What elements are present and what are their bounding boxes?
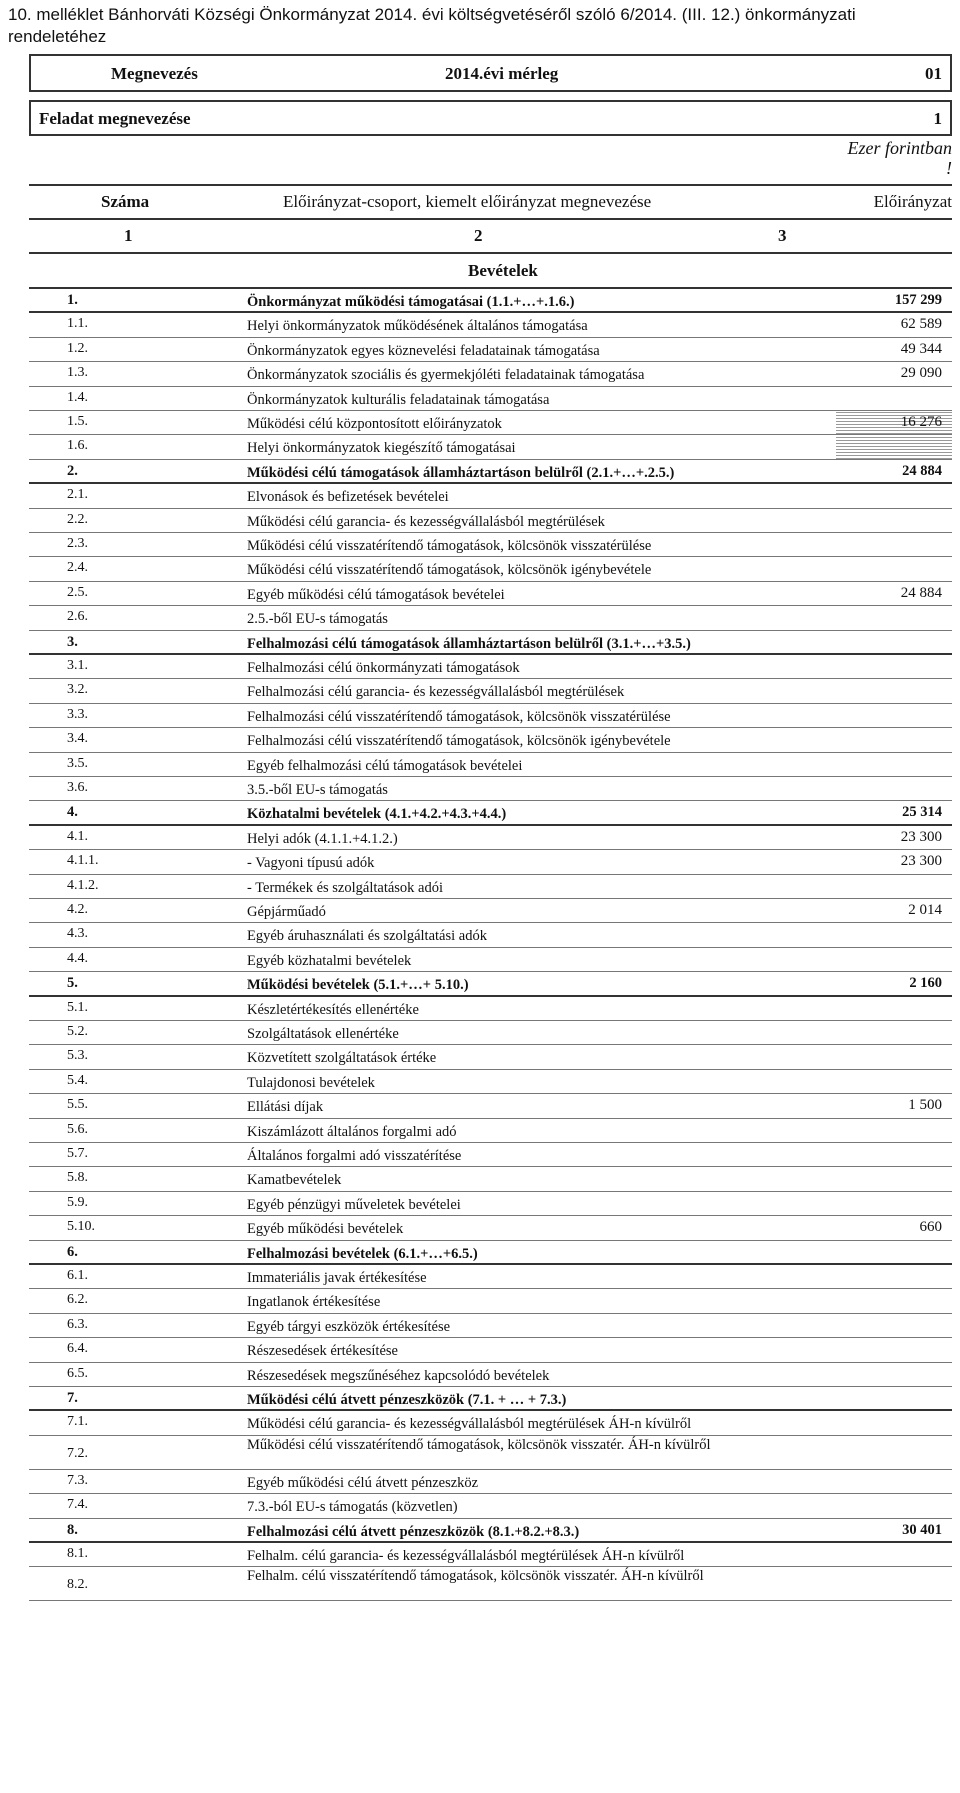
- row-number: 4.4.: [67, 950, 88, 966]
- row-number: 5.7.: [67, 1146, 88, 1161]
- row-name: Működési célú visszatérítendő támogatások, kölcsönök visszatér. ÁH-n kívülről: [247, 1436, 711, 1453]
- row-number: 4.1.: [67, 828, 88, 844]
- table-row: [29, 826, 952, 850]
- table-row: [29, 533, 952, 557]
- feladat-label: Feladat megnevezése: [39, 109, 191, 128]
- section-title: Bevételek: [468, 261, 538, 280]
- header-divider: [29, 218, 952, 220]
- row-number: 7.1.: [67, 1414, 88, 1430]
- row-number: 6.: [67, 1243, 78, 1260]
- table-row-group: [29, 460, 952, 484]
- table-row: [29, 777, 952, 801]
- table-row: [29, 362, 952, 386]
- table-row-group: [29, 1387, 952, 1411]
- row-name: Helyi önkormányzatok működésének általános támogatása: [247, 318, 588, 335]
- row-number: 1.6.: [67, 438, 88, 454]
- row-name: Gépjárműadó: [247, 904, 326, 920]
- row-value: 660: [919, 1219, 942, 1236]
- row-number: 5.5.: [67, 1097, 88, 1113]
- table-row: [29, 1192, 952, 1216]
- row-number: 3.4.: [67, 731, 88, 747]
- row-number: 2.: [67, 462, 78, 479]
- row-name: Helyi önkormányzatok kiegészítő támogatásai: [247, 440, 516, 457]
- row-name: Működési célú visszatérítendő támogatások, kölcsönök visszatérülése: [247, 538, 652, 554]
- row-name: Egyéb működési célú átvett pénzeszköz: [247, 1474, 479, 1491]
- row-name: Felhalmozási célú önkormányzati támogatások: [247, 660, 520, 676]
- feladat-code: 1: [933, 109, 942, 128]
- column-number-3: 3: [778, 226, 787, 245]
- table-row: [29, 1411, 952, 1435]
- hatched-cell: [836, 435, 952, 458]
- row-number: 6.4.: [67, 1341, 88, 1357]
- row-number: 5.6.: [67, 1121, 88, 1137]
- table-row: [29, 655, 952, 679]
- row-value: 62 589: [900, 316, 942, 333]
- row-name: Működési célú támogatások államháztartáson belülről (2.1.+…+.2.5.): [247, 464, 675, 481]
- row-name: Elvonások és befizetések bevételei: [247, 489, 449, 506]
- row-number: 8.: [67, 1521, 78, 1538]
- table-row: [29, 484, 952, 508]
- table-row: [29, 1494, 952, 1518]
- page-title: 10. melléklet Bánhorváti Községi Önkormányzat 2014. évi költségvetéséről szóló 6/2014. (III. 12.) önkormányzati rendeletéhez: [8, 5, 856, 46]
- row-number: 2.6.: [67, 609, 88, 625]
- row-name: Felhalmozási célú támogatások államháztartáson belülről (3.1.+…+3.5.): [247, 635, 691, 652]
- table-row: [29, 338, 952, 362]
- row-value: 30 401: [902, 1521, 942, 1538]
- merleg-label: 2014.évi mérleg: [445, 64, 559, 83]
- row-name: Felhalmozási célú visszatérítendő támogatások, kölcsönök igénybevétele: [247, 733, 671, 750]
- row-name: Önkormányzatok kulturális feladatainak támogatása: [247, 391, 550, 408]
- row-name: Felhalm. célú visszatérítendő támogatások, kölcsönök visszatér. ÁH-n kívülről: [247, 1568, 704, 1585]
- row-number: 2.3.: [67, 536, 88, 551]
- row-number: 5.2.: [67, 1024, 88, 1039]
- row-name: Működési célú központosított előirányzatok: [247, 416, 502, 432]
- row-number: 8.1.: [67, 1546, 88, 1561]
- table-row: [29, 1167, 952, 1191]
- row-name: Közvetített szolgáltatások értéke: [247, 1050, 437, 1067]
- row-number: 1.1.: [67, 316, 88, 332]
- table-row: [29, 753, 952, 777]
- unit-mark: !: [946, 158, 952, 178]
- table-row: [29, 387, 952, 411]
- table-row: [29, 509, 952, 533]
- table-row: [29, 1543, 952, 1567]
- column-number-1: 1: [124, 226, 133, 245]
- row-name: Egyéb tárgyi eszközök értékesítése: [247, 1318, 451, 1335]
- row-name: Kiszámlázott általános forgalmi adó: [247, 1123, 457, 1140]
- row-name: Működési bevételek (5.1.+…+ 5.10.): [247, 977, 469, 994]
- megnevezes-label: Megnevezés: [111, 64, 198, 83]
- table-row: [29, 313, 952, 337]
- row-value: 16 276: [900, 414, 942, 430]
- merleg-code: 01: [925, 64, 942, 83]
- row-number: 1.2.: [67, 340, 88, 356]
- table-row: [29, 1045, 952, 1069]
- row-name: Önkormányzatok szociális és gyermekjóléti feladatainak támogatása: [247, 367, 645, 384]
- row-number: 8.2.: [67, 1577, 88, 1593]
- table-row: [29, 1216, 952, 1240]
- row-number: 1.5.: [67, 414, 88, 429]
- table-row: [29, 1119, 952, 1143]
- row-value: 24 884: [900, 584, 942, 601]
- row-number: 4.1.2.: [67, 877, 99, 893]
- header-megnevezes-row: [29, 54, 952, 92]
- row-number: 5.9.: [67, 1194, 88, 1210]
- table-row: [29, 582, 952, 606]
- row-number: 3.2.: [67, 682, 88, 698]
- row-number: 5.10.: [67, 1219, 95, 1235]
- row-number: 3.1.: [67, 658, 88, 673]
- row-name: Egyéb áruhasználati és szolgáltatási adók: [247, 928, 487, 945]
- table-row: [29, 411, 952, 435]
- row-number: 4.3.: [67, 926, 88, 942]
- table-row: [29, 728, 952, 752]
- column-header-szama: Száma: [101, 192, 150, 211]
- table-row-group: [29, 1241, 952, 1265]
- table-row: [29, 1143, 952, 1167]
- row-name: Felhalmozási célú visszatérítendő támogatások, kölcsönök visszatérülése: [247, 708, 671, 725]
- row-number: 5.4.: [67, 1072, 88, 1088]
- table-row: [29, 435, 952, 459]
- table-row: [29, 1567, 952, 1601]
- row-value: 29 090: [900, 365, 942, 382]
- row-name: Készletértékesítés ellenértéke: [247, 1001, 419, 1018]
- row-name: Szolgáltatások ellenértéke: [247, 1026, 399, 1042]
- row-name: Működési célú garancia- és kezességvállalásból megtérülések ÁH-n kívülről: [247, 1416, 692, 1433]
- row-number: 5.1.: [67, 999, 88, 1015]
- table-row: [29, 1470, 952, 1494]
- table-row-group: [29, 1519, 952, 1543]
- row-name: Ellátási díjak: [247, 1099, 324, 1116]
- table-row: [29, 606, 952, 630]
- row-name: Önkormányzatok egyes köznevelési feladatainak támogatása: [247, 342, 600, 359]
- table-row: [29, 1289, 952, 1313]
- row-name: Önkormányzat működési támogatásai (1.1.+…+.1.6.): [247, 294, 575, 310]
- table-row-group: [29, 631, 952, 655]
- table-row: [29, 1070, 952, 1094]
- row-value: 2 014: [908, 902, 942, 918]
- number-divider: [29, 252, 952, 254]
- table-row: [29, 1021, 952, 1045]
- table-row: [29, 850, 952, 874]
- row-name: Helyi adók (4.1.1.+4.1.2.): [247, 830, 398, 847]
- row-number: 6.1.: [67, 1268, 88, 1283]
- row-value: 23 300: [900, 828, 942, 845]
- table-row: [29, 875, 952, 899]
- table-row: [29, 948, 952, 972]
- row-name: Felhalmozási célú átvett pénzeszközök (8.1.+8.2.+8.3.): [247, 1523, 580, 1540]
- table-row: [29, 1436, 952, 1470]
- table-row-group: [29, 289, 952, 313]
- table-row: [29, 1338, 952, 1362]
- row-number: 7.: [67, 1390, 78, 1406]
- row-name: Egyéb működési célú támogatások bevételei: [247, 586, 505, 603]
- table-row: [29, 1363, 952, 1387]
- row-number: 3.5.: [67, 755, 88, 771]
- table-row: [29, 704, 952, 728]
- row-number: 5.3.: [67, 1048, 88, 1064]
- table-row-group: [29, 972, 952, 996]
- row-name: Részesedések megszűnéséhez kapcsolódó bevételek: [247, 1367, 550, 1384]
- table-row: [29, 923, 952, 947]
- row-number: 6.2.: [67, 1292, 88, 1308]
- column-header-name: Előirányzat-csoport, kiemelt előirányzat megnevezése: [283, 192, 652, 211]
- row-number: 5.8.: [67, 1170, 88, 1186]
- table-top-border: [29, 184, 952, 186]
- row-number: 3.: [67, 633, 78, 650]
- row-number: 2.4.: [67, 560, 88, 576]
- row-name: Egyéb felhalmozási célú támogatások bevételei: [247, 757, 523, 774]
- row-value: 23 300: [900, 853, 942, 870]
- row-number: 1.3.: [67, 365, 88, 381]
- row-name: Egyéb működési bevételek: [247, 1221, 404, 1238]
- row-number: 5.: [67, 975, 78, 992]
- row-number: 1.4.: [67, 389, 88, 405]
- row-name: - Vagyoni típusú adók: [247, 855, 375, 872]
- row-number: 3.3.: [67, 706, 88, 722]
- row-value: 1 500: [908, 1097, 942, 1114]
- row-name: Felhalm. célú garancia- és kezességvállalásból megtérülések ÁH-n kívülről: [247, 1548, 685, 1564]
- row-number: 6.5.: [67, 1365, 88, 1381]
- column-number-2: 2: [474, 226, 483, 245]
- row-name: 2.5.-ből EU-s támogatás: [247, 611, 388, 628]
- row-number: 2.5.: [67, 584, 88, 600]
- row-value: 157 299: [894, 292, 942, 308]
- row-number: 1.: [67, 292, 78, 308]
- row-name: Kamatbevételek: [247, 1172, 342, 1189]
- row-name: Részesedések értékesítése: [247, 1343, 398, 1360]
- table-row: [29, 1265, 952, 1289]
- row-number: 4.2.: [67, 902, 88, 917]
- table-row-group: [29, 801, 952, 825]
- row-name: Működési célú visszatérítendő támogatások, kölcsönök igénybevétele: [247, 562, 652, 579]
- row-name: Immateriális javak értékesítése: [247, 1270, 427, 1286]
- column-header-eloiranyzat: Előirányzat: [873, 192, 952, 211]
- row-name: Egyéb közhatalmi bevételek: [247, 952, 412, 969]
- row-number: 2.2.: [67, 511, 88, 527]
- row-value: 24 884: [902, 462, 942, 479]
- header-feladat-row: [29, 100, 952, 136]
- unit-label: Ezer forintban: [847, 138, 952, 158]
- row-name: Működési célú átvett pénzeszközök (7.1. + … + 7.3.): [247, 1392, 567, 1408]
- row-name: Ingatlanok értékesítése: [247, 1294, 381, 1311]
- row-name: 7.3.-ból EU-s támogatás (közvetlen): [247, 1499, 458, 1516]
- row-number: 7.4.: [67, 1497, 88, 1513]
- row-name: Általános forgalmi adó visszatérítése: [247, 1148, 462, 1164]
- table-row: [29, 557, 952, 581]
- row-number: 7.3.: [67, 1472, 88, 1488]
- row-value: 2 160: [909, 975, 942, 992]
- table-row: [29, 1094, 952, 1118]
- row-number: 4.: [67, 804, 78, 821]
- table-row: [29, 997, 952, 1021]
- row-name: 3.5.-ből EU-s támogatás: [247, 782, 388, 798]
- row-value: 49 344: [900, 340, 942, 357]
- row-value: 25 314: [902, 804, 942, 821]
- row-name: Felhalmozási bevételek (6.1.+…+6.5.): [247, 1245, 478, 1262]
- table-row: [29, 1314, 952, 1338]
- row-name: Egyéb pénzügyi műveletek bevételei: [247, 1196, 461, 1213]
- row-number: 2.1.: [67, 487, 88, 503]
- row-number: 6.3.: [67, 1316, 88, 1332]
- row-number: 4.1.1.: [67, 853, 99, 869]
- row-name: Felhalmozási célú garancia- és kezességvállalásból megtérülések: [247, 684, 625, 701]
- row-name: Közhatalmi bevételek (4.1.+4.2.+4.3.+4.4.): [247, 806, 507, 823]
- table-row: [29, 679, 952, 703]
- row-number: 7.2.: [67, 1445, 88, 1461]
- row-number: 3.6.: [67, 780, 88, 795]
- row-name: - Termékek és szolgáltatások adói: [247, 879, 444, 896]
- table-row: [29, 899, 952, 923]
- row-name: Tulajdonosi bevételek: [247, 1074, 375, 1091]
- row-name: Működési célú garancia- és kezességvállalásból megtérülések: [247, 513, 605, 530]
